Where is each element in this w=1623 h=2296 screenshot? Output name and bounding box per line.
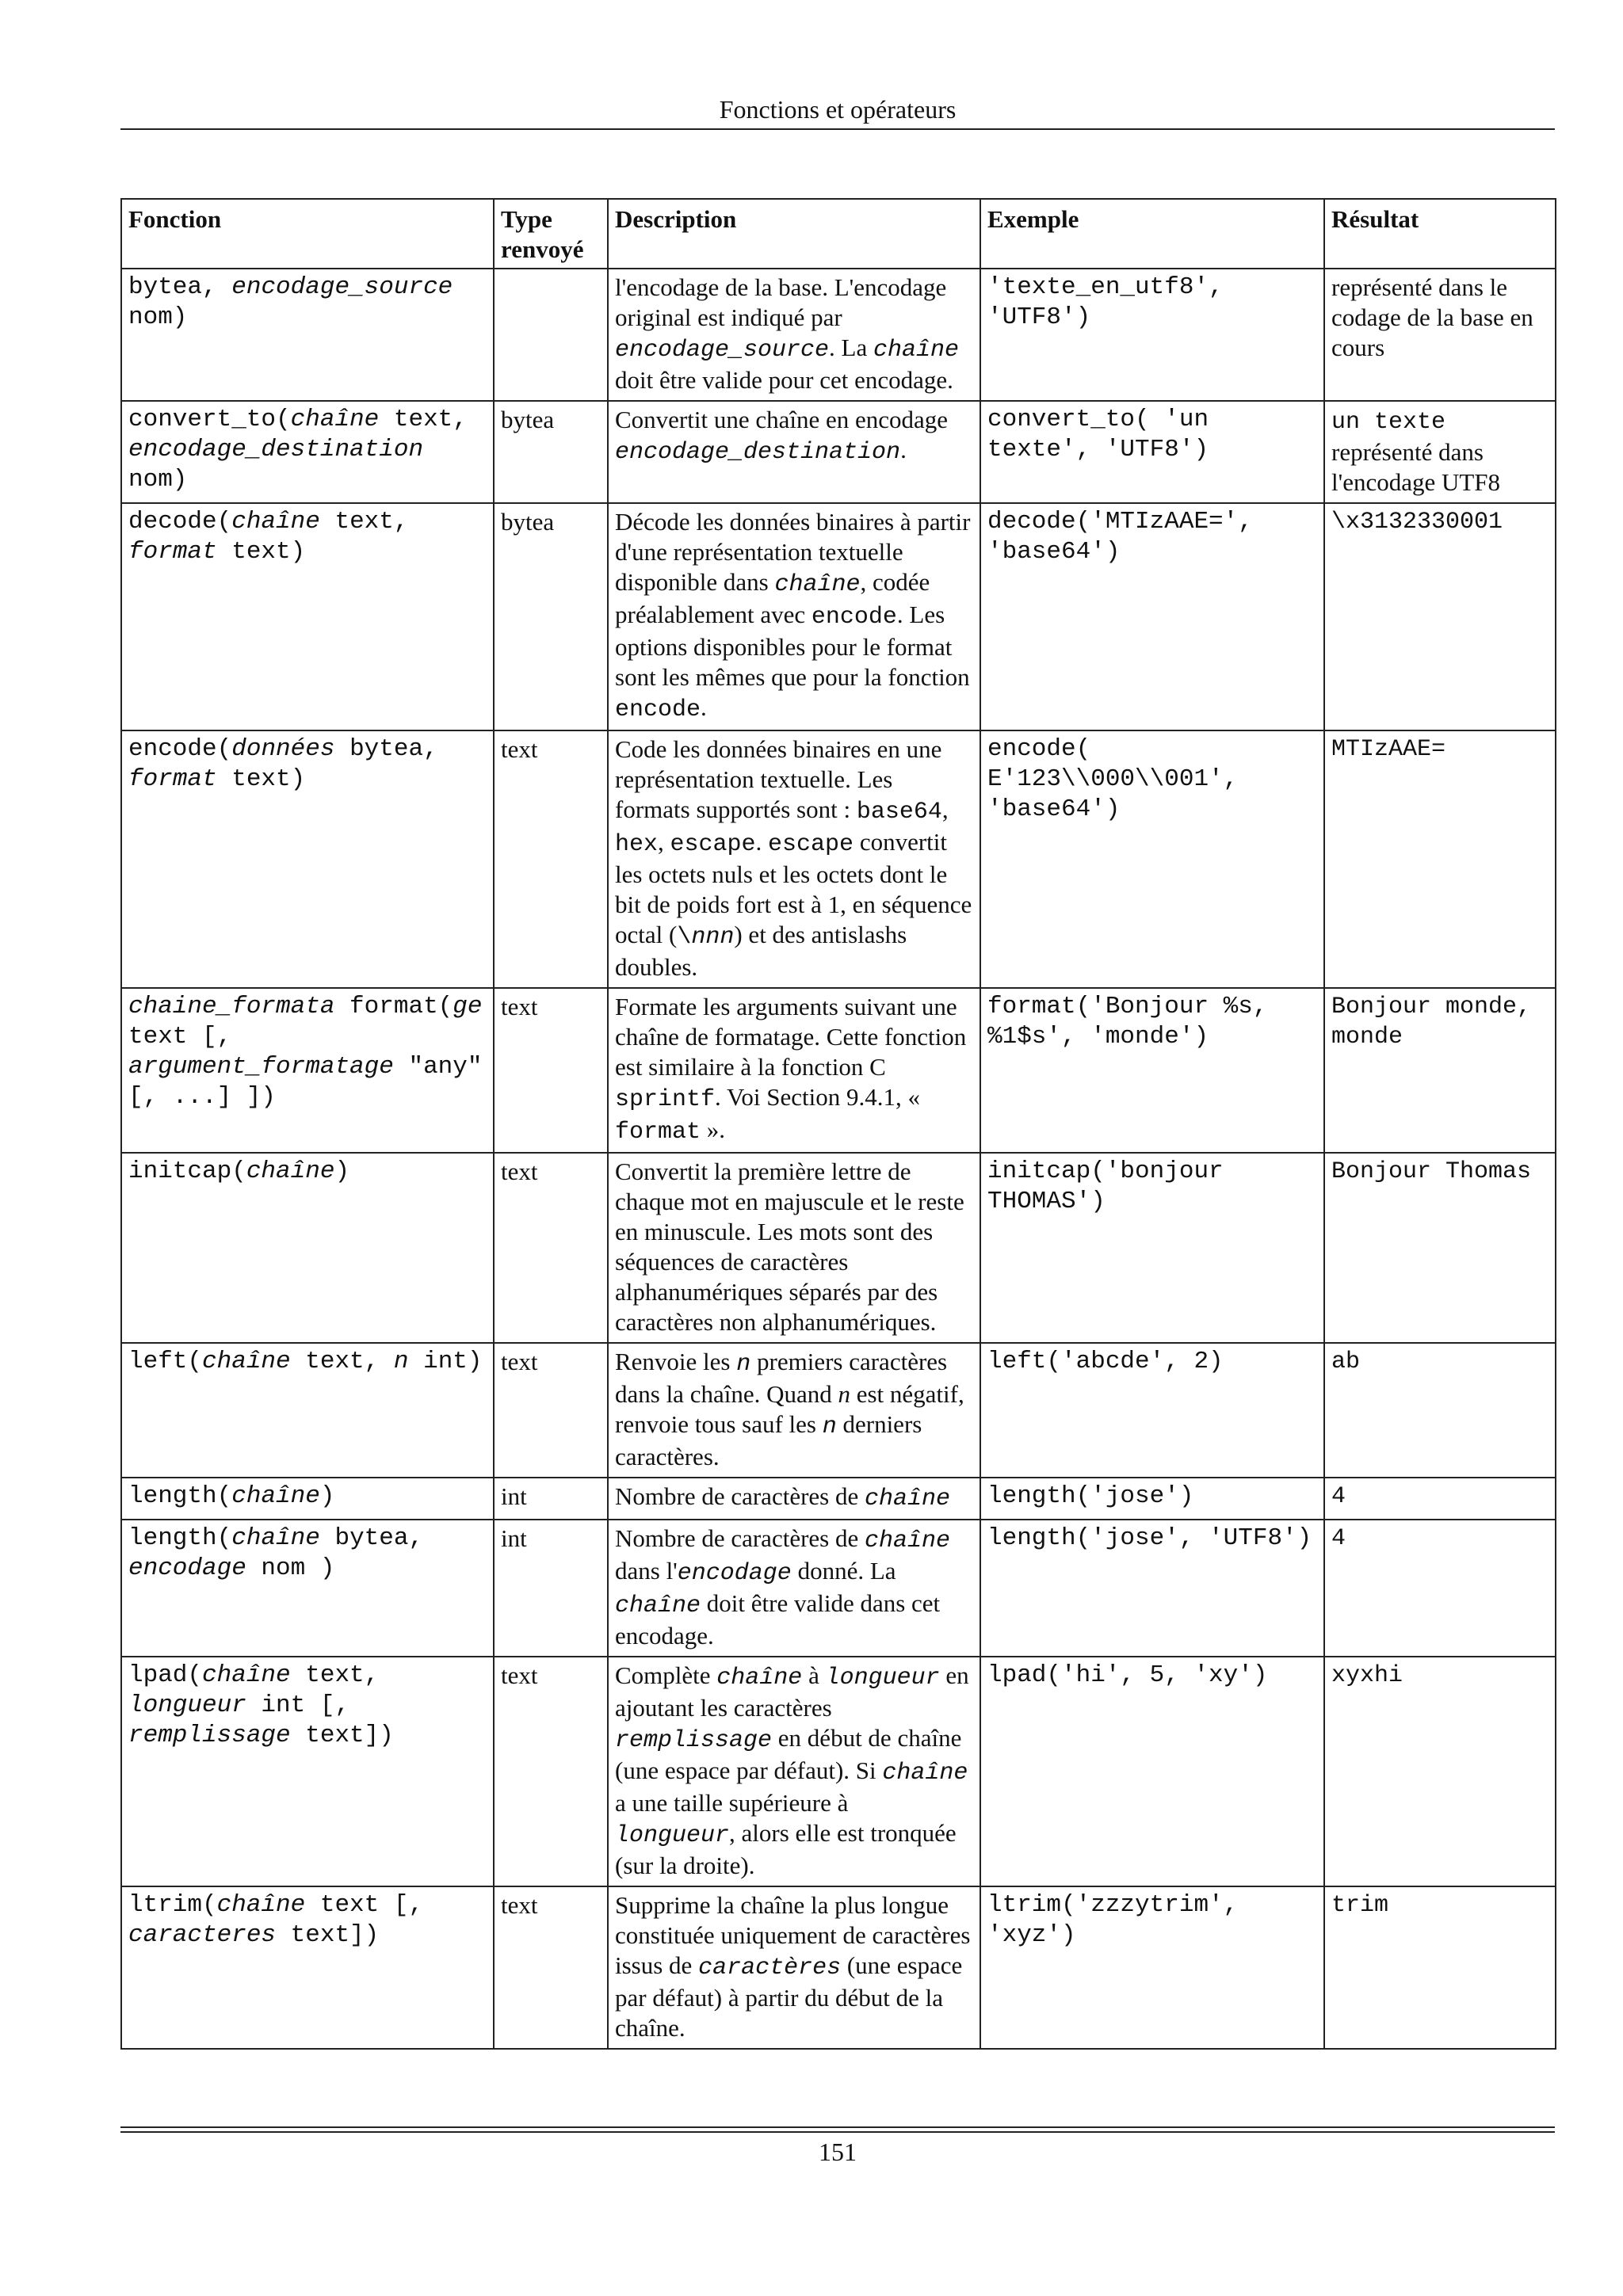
text-segment: Bonjour Thomas	[1331, 1158, 1532, 1185]
footer-rule-double	[120, 2131, 1555, 2133]
text-segment: chaîne	[873, 337, 960, 364]
text-segment: , codée préalablement avec	[615, 568, 930, 628]
text-segment: nom)	[128, 303, 188, 331]
text-segment: format	[128, 765, 217, 793]
cell-fonction	[121, 1886, 494, 2049]
text-segment: "any" [, ...] ])	[128, 1053, 483, 1111]
table-body	[121, 269, 1556, 2049]
text-segment: caractères	[698, 1955, 842, 1981]
text-segment: premiers caractères dans la chaîne. Quand	[615, 1348, 948, 1408]
text-segment: text])	[276, 1921, 380, 1949]
text-segment: encodage	[128, 1554, 246, 1582]
text-segment: text,	[379, 406, 468, 433]
text-segment: text])	[290, 1722, 394, 1749]
text-segment: format	[615, 1119, 701, 1146]
text-segment: text [,	[128, 1023, 232, 1051]
text-segment: encode	[615, 696, 701, 723]
text-segment: Renvoie les	[615, 1348, 737, 1375]
cell-description	[608, 1478, 980, 1520]
text-segment: .	[755, 828, 769, 856]
text-segment: encodage_source	[615, 337, 830, 364]
cell-exemple: encode( E'123\\000\\001', 'base64')	[980, 730, 1324, 988]
text-segment: convert_to(	[128, 406, 291, 433]
text-segment: format	[128, 538, 217, 566]
text-segment: Nombre de caractères de	[615, 1482, 865, 1510]
text-segment: a une taille supérieure à	[615, 1789, 849, 1817]
text-segment: text,	[319, 508, 409, 536]
text-segment: doit être valide pour cet encodage.	[615, 366, 953, 394]
text-segment: .	[900, 436, 907, 463]
text-segment: , alors elle est tronquée (sur la droite).	[615, 1819, 957, 1879]
text-segment: bytea,	[128, 273, 232, 301]
cell-exemple: length('jose', 'UTF8')	[980, 1520, 1324, 1657]
text-segment: int [,	[246, 1691, 350, 1719]
text-segment: à	[802, 1661, 826, 1689]
text-segment: decode(	[128, 508, 232, 536]
column-header-exemple: Exemple	[980, 199, 1324, 269]
text-segment: Formate les arguments suivant une chaîne de formatage. Cette fonction est similaire à la fonction C	[615, 993, 967, 1081]
text-segment: doit être valide dans cet encodage.	[615, 1589, 941, 1650]
cell-type: text	[494, 1343, 608, 1478]
table-row	[121, 1657, 1556, 1886]
cell-resultat	[1324, 988, 1556, 1153]
text-segment: base64	[856, 799, 942, 826]
column-header-fonction: Fonction	[121, 199, 494, 269]
table-row	[121, 1520, 1556, 1657]
page-number: 151	[819, 2138, 857, 2166]
cell-type: text	[494, 730, 608, 988]
text-segment: derniers caractères.	[615, 1410, 922, 1470]
cell-fonction	[121, 401, 494, 503]
cell-resultat	[1324, 1478, 1556, 1520]
text-segment: nom )	[246, 1554, 335, 1582]
cell-description	[608, 1657, 980, 1886]
cell-exemple: length('jose')	[980, 1478, 1324, 1520]
text-segment: chaîne	[231, 1524, 320, 1552]
table-row	[121, 269, 1556, 401]
cell-exemple: left('abcde', 2)	[980, 1343, 1324, 1478]
text-segment: ltrim(	[128, 1891, 217, 1919]
text-segment: bytea,	[319, 1524, 424, 1552]
text-segment: initcap(	[128, 1158, 246, 1185]
text-segment: Supprime la chaîne la plus longue constituée uniquement de caractères issus de	[615, 1891, 971, 1979]
cell-type: bytea	[494, 503, 608, 730]
text-segment: chaîne	[290, 406, 380, 433]
text-segment: encodage	[677, 1560, 792, 1587]
cell-resultat	[1324, 401, 1556, 503]
cell-resultat	[1324, 269, 1556, 401]
text-segment: text,	[290, 1661, 380, 1689]
cell-exemple: ltrim('zzzytrim', 'xyz')	[980, 1886, 1324, 2049]
text-segment: argument_formatage	[128, 1053, 394, 1081]
cell-fonction	[121, 1478, 494, 1520]
text-segment: ,	[941, 795, 949, 823]
cell-type: int	[494, 1478, 608, 1520]
cell-type: text	[494, 1657, 608, 1886]
cell-fonction	[121, 503, 494, 730]
text-segment: Convertit une chaîne en encodage	[615, 406, 949, 433]
text-segment: un texte	[1331, 409, 1446, 436]
text-segment: hex	[615, 831, 659, 858]
text-segment: 4	[1331, 1483, 1346, 1510]
text-segment: convertit les octets nuls et les octets dont le bit de poids fort est à 1, en séquence octal (	[615, 828, 972, 948]
text-segment: l'encodage de la base. L'encodage original est indiqué par	[615, 273, 947, 331]
table-row	[121, 1886, 1556, 2049]
cell-exemple: initcap('bonjour THOMAS')	[980, 1153, 1324, 1343]
text-segment: Code les données binaires en une représentation textuelle. Les formats supportés sont :	[615, 735, 942, 823]
text-segment: text)	[216, 765, 306, 793]
text-segment: en ajoutant les caractères	[615, 1661, 969, 1722]
header-rule	[120, 128, 1555, 130]
text-segment: \x3132330001	[1331, 509, 1503, 536]
text-segment: text)	[216, 538, 306, 566]
text-segment: remplissage	[615, 1727, 773, 1754]
table-header-row	[121, 199, 1556, 269]
text-segment: ab	[1331, 1348, 1361, 1375]
cell-fonction	[121, 1657, 494, 1886]
text-segment: chaîne	[202, 1348, 291, 1375]
cell-description	[608, 503, 980, 730]
footer-rule	[120, 2126, 1555, 2128]
text-segment: n	[822, 1413, 837, 1440]
table-row	[121, 730, 1556, 988]
text-segment: chaîne	[864, 1486, 951, 1512]
table-row	[121, 1343, 1556, 1478]
text-segment: encodage_source	[231, 273, 453, 301]
text-segment: en début de chaîne (une espace par défaut). Si	[615, 1724, 962, 1784]
text-segment: int)	[408, 1348, 483, 1375]
text-segment: n	[838, 1380, 850, 1408]
text-segment: sprintf	[615, 1086, 716, 1113]
text-segment: Bonjour monde, monde	[1331, 994, 1532, 1051]
text-segment: escape	[768, 831, 854, 858]
text-segment: longueur	[825, 1665, 940, 1691]
text-segment: 4	[1331, 1525, 1346, 1552]
cell-description	[608, 1520, 980, 1657]
text-segment: lpad(	[128, 1661, 203, 1689]
text-segment: encodage_destination	[128, 436, 424, 463]
text-segment: dans l'	[615, 1557, 678, 1585]
text-segment: n	[736, 1351, 751, 1378]
cell-description	[608, 730, 980, 988]
text-segment: ,	[658, 828, 670, 856]
text-segment: caracteres	[128, 1921, 277, 1949]
page-header-title: Fonctions et opérateurs	[719, 95, 957, 124]
table-row	[121, 1153, 1556, 1343]
text-segment: Décode les données binaires à partir d'une représentation textuelle disponible dans	[615, 508, 971, 596]
table-row	[121, 1478, 1556, 1520]
text-segment: encode(	[128, 735, 232, 763]
cell-description	[608, 401, 980, 503]
text-segment: .	[701, 693, 707, 721]
text-segment: escape	[670, 831, 756, 858]
text-segment: nom)	[128, 466, 188, 494]
text-segment: remplissage	[128, 1722, 291, 1749]
text-segment: donné. La	[791, 1557, 896, 1585]
text-segment: bytea,	[334, 735, 438, 763]
cell-description	[608, 1153, 980, 1343]
cell-description	[608, 1343, 980, 1478]
cell-type: bytea	[494, 401, 608, 503]
text-segment: )	[319, 1482, 335, 1510]
cell-type: text	[494, 1153, 608, 1343]
column-header-resultat: Résultat	[1324, 199, 1556, 269]
text-segment: Complète	[615, 1661, 717, 1689]
text-segment: format(	[334, 993, 453, 1020]
cell-fonction	[121, 1520, 494, 1657]
cell-resultat	[1324, 1343, 1556, 1478]
cell-exemple: lpad('hi', 5, 'xy')	[980, 1657, 1324, 1886]
text-segment: longueur	[128, 1691, 246, 1719]
text-segment: length(	[128, 1482, 232, 1510]
cell-type	[494, 269, 608, 401]
text-segment: chaîne	[716, 1665, 803, 1691]
text-segment: encode	[811, 604, 897, 631]
cell-fonction	[121, 730, 494, 988]
text-segment: représenté dans l'encodage UTF8	[1331, 438, 1501, 496]
table-row	[121, 401, 1556, 503]
text-segment: . La	[829, 334, 873, 361]
text-segment: données	[231, 735, 335, 763]
cell-fonction	[121, 269, 494, 401]
cell-exemple: format('Bonjour %s, %1$s', 'monde')	[980, 988, 1324, 1153]
cell-type: int	[494, 1520, 608, 1657]
cell-fonction	[121, 1343, 494, 1478]
text-segment: chaîne	[231, 1482, 320, 1510]
text-segment: Convertit la première lettre de chaque mot en majuscule et le reste en minuscule. Les mots sont des séquences de caractères alphanumériques séparés par des caractères non alphanumériques.	[615, 1158, 964, 1336]
cell-resultat	[1324, 1657, 1556, 1886]
functions-table	[120, 198, 1556, 2050]
text-segment: représenté dans le codage de la base en cours	[1331, 273, 1533, 361]
cell-exemple: convert_to( 'un texte', 'UTF8')	[980, 401, 1324, 503]
text-segment: chaîne	[864, 1527, 951, 1554]
text-segment: chaîne	[882, 1760, 968, 1787]
text-segment: chaîne	[774, 571, 861, 598]
cell-resultat	[1324, 1886, 1556, 2049]
text-segment: text [,	[305, 1891, 424, 1919]
text-segment: chaîne	[231, 508, 320, 536]
cell-resultat	[1324, 730, 1556, 988]
cell-type: text	[494, 1886, 608, 2049]
text-segment: chaîne	[216, 1891, 306, 1919]
cell-description	[608, 1886, 980, 2049]
cell-description	[608, 988, 980, 1153]
text-segment: chaîne	[202, 1661, 291, 1689]
cell-resultat	[1324, 1153, 1556, 1343]
cell-fonction	[121, 1153, 494, 1343]
text-segment: xyxhi	[1331, 1662, 1403, 1689]
cell-resultat	[1324, 503, 1556, 730]
text-segment: ) et des antislashs doubles.	[615, 921, 907, 981]
text-segment: text,	[290, 1348, 394, 1375]
text-segment: nnn	[691, 924, 735, 951]
cell-resultat	[1324, 1520, 1556, 1657]
column-header-description: Description	[608, 199, 980, 269]
text-segment: MTIzAAE=	[1331, 736, 1446, 763]
text-segment: Nombre de caractères de	[615, 1524, 865, 1552]
column-header-type: Type renvoyé	[494, 199, 608, 269]
text-segment: trim	[1331, 1892, 1389, 1919]
text-segment: )	[334, 1158, 350, 1185]
text-segment: chaîne	[615, 1592, 701, 1619]
table-row	[121, 988, 1556, 1153]
text-segment: length(	[128, 1524, 232, 1552]
text-segment: . Les options disponibles pour le format sont les mêmes que pour la fonction	[615, 601, 970, 691]
text-segment: left(	[128, 1348, 203, 1375]
text-segment: est négatif, renvoie tous sauf les	[615, 1380, 964, 1438]
text-segment: longueur	[615, 1822, 730, 1849]
text-segment: (une espace par défaut) à partir du début de la chaîne.	[615, 1951, 963, 2042]
text-segment: chaine_formata	[128, 993, 335, 1020]
text-segment: encodage_destination	[615, 439, 901, 466]
text-segment: ».	[701, 1116, 726, 1143]
text-segment: n	[393, 1348, 409, 1375]
table-row	[121, 503, 1556, 730]
cell-exemple: 'texte_en_utf8', 'UTF8')	[980, 269, 1324, 401]
cell-exemple: decode('MTIzAAE=', 'base64')	[980, 503, 1324, 730]
text-segment: \	[677, 924, 692, 951]
cell-description	[608, 269, 980, 401]
text-segment: ge	[453, 993, 483, 1020]
text-segment: chaîne	[246, 1158, 335, 1185]
cell-type: text	[494, 988, 608, 1153]
text-segment: . Voi Section 9.4.1, «	[715, 1083, 920, 1111]
cell-fonction	[121, 988, 494, 1153]
